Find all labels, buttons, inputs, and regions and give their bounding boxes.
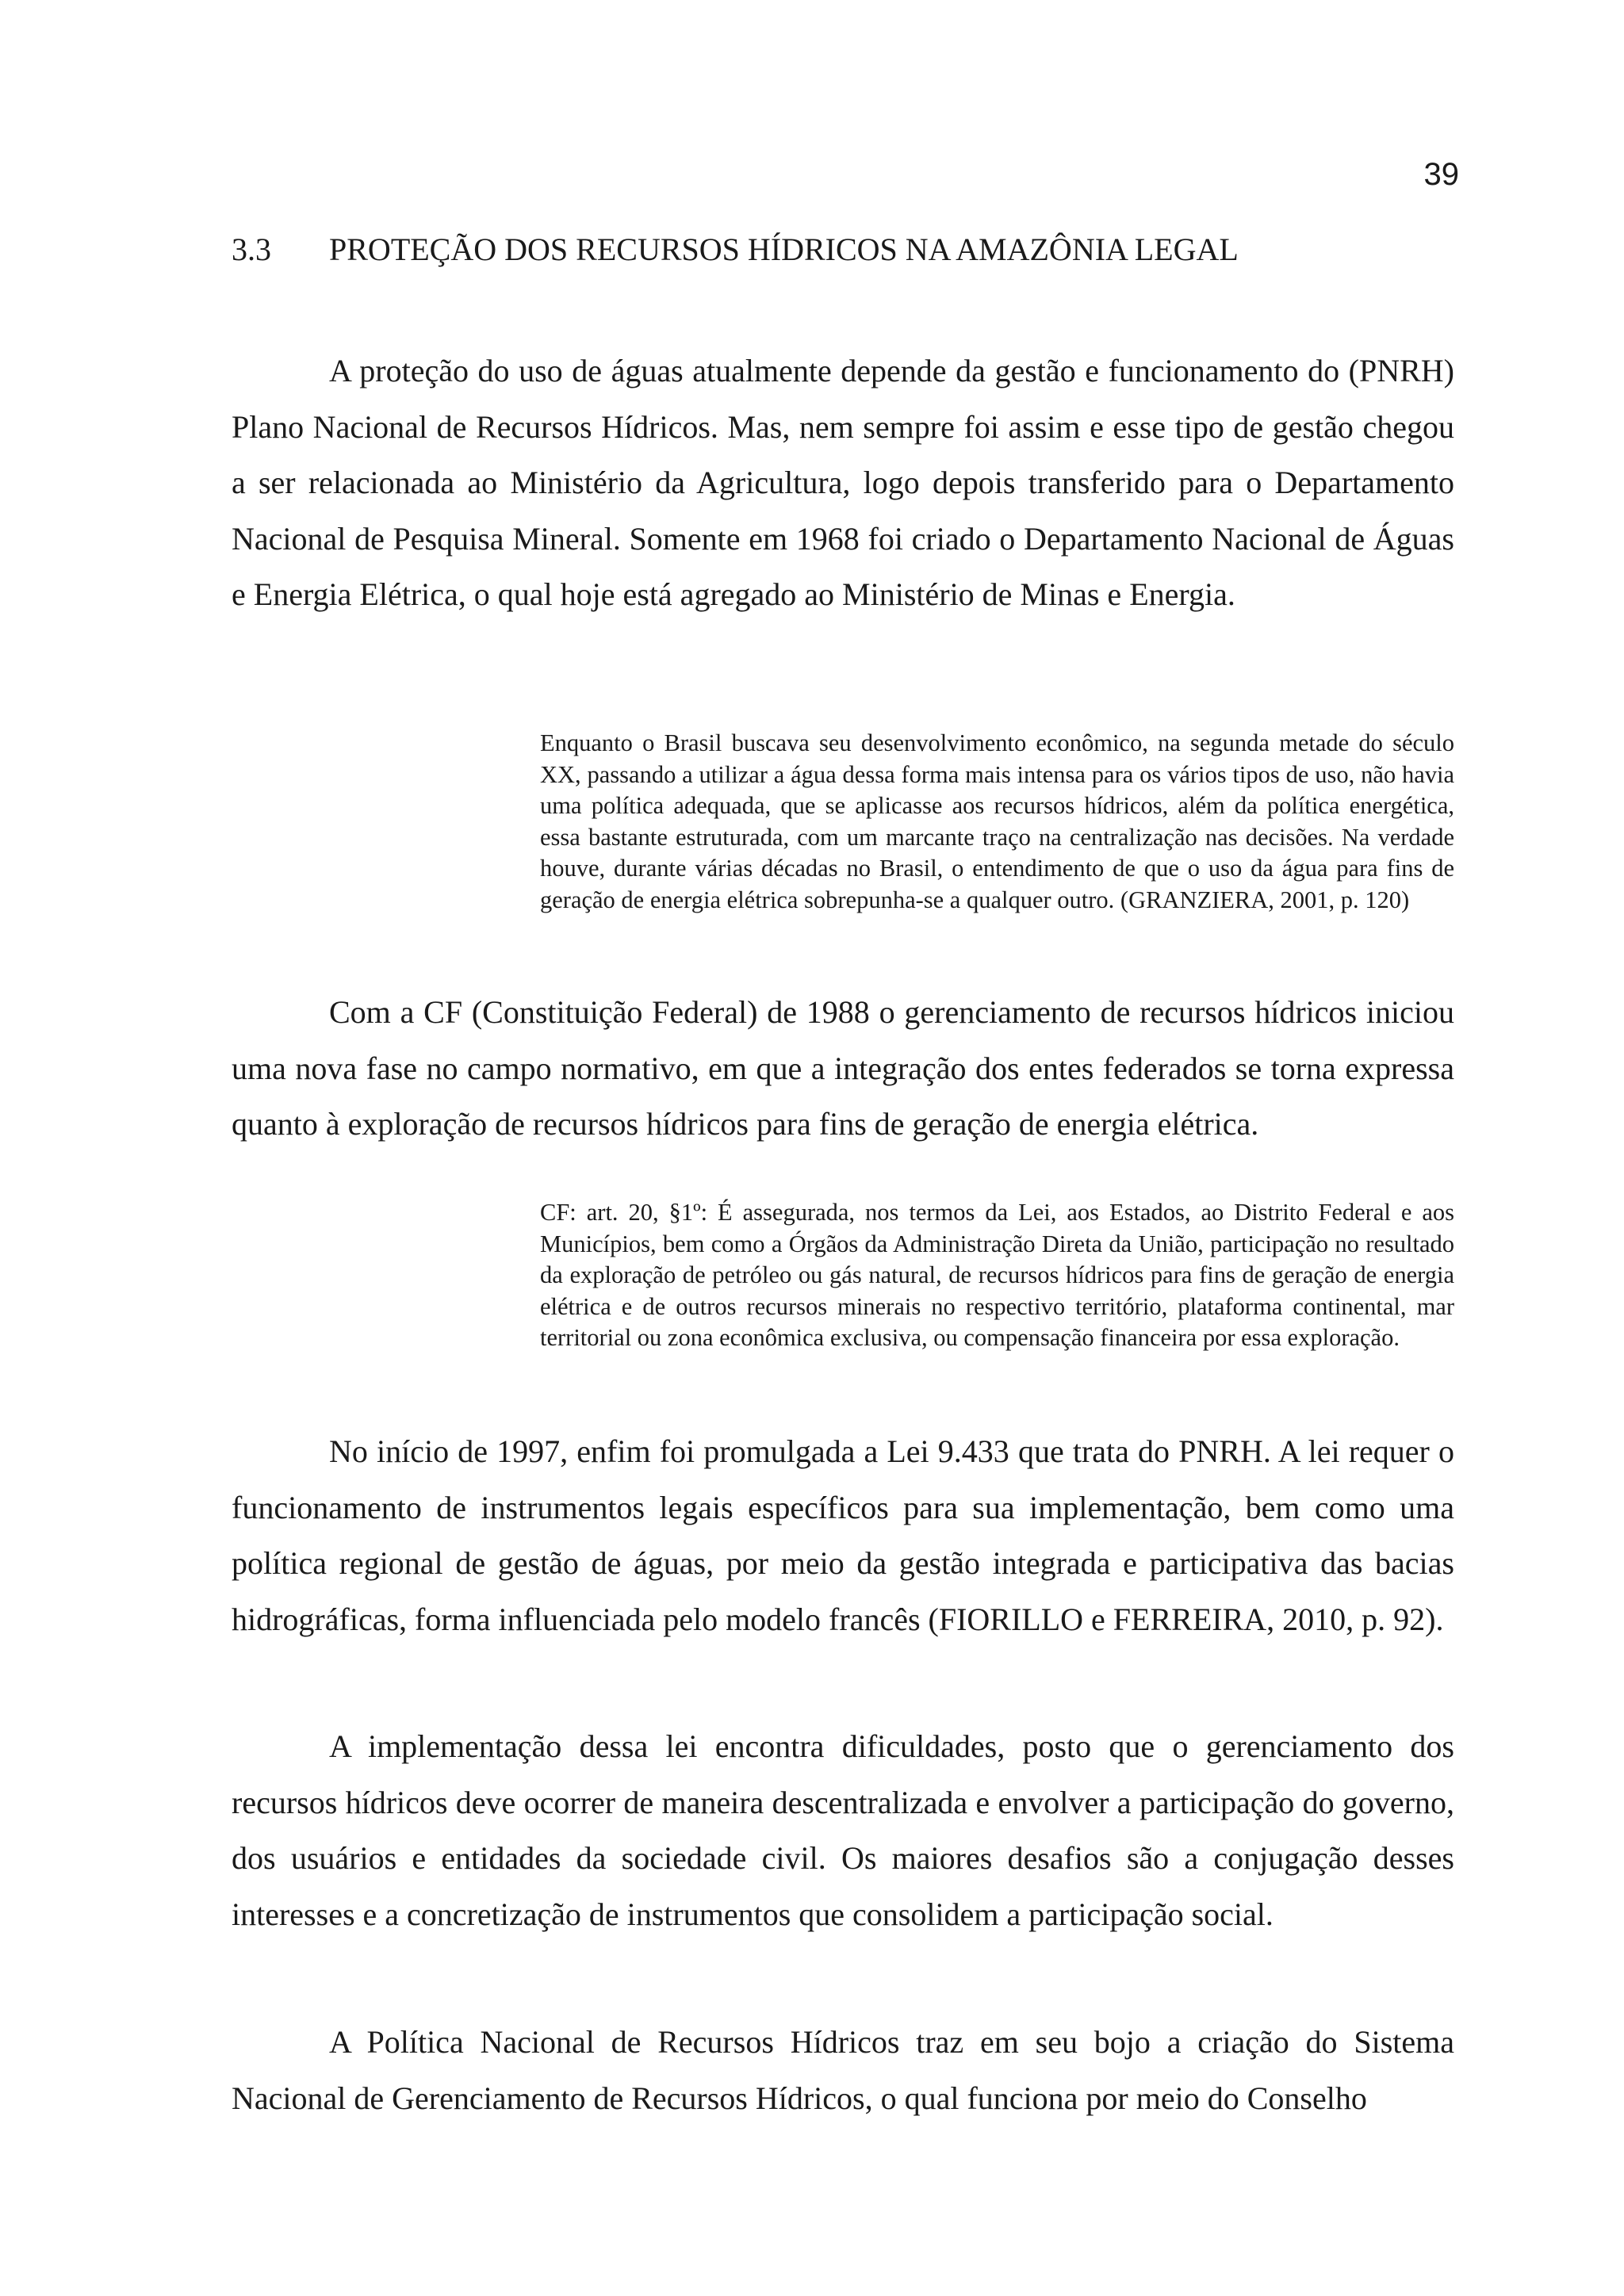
body-paragraph: Com a CF (Constituição Federal) de 1988 o gerenciamento de recursos hídricos iniciou uma nova fase no campo normativo, em que a integração dos entes federados se torna expressa quanto à exploração de recursos hídricos para fins de geração de energia elétrica. xyxy=(232,994,1454,1142)
body-paragraph: A Política Nacional de Recursos Hídricos traz em seu bojo a criação do Sistema Nacional de Gerenciamento de Recursos Hídricos, o qual funciona por meio do Conselho xyxy=(232,2024,1454,2116)
section-title: PROTEÇÃO DOS RECURSOS HÍDRICOS NA AMAZÔNIA LEGAL xyxy=(329,232,1239,267)
body-paragraph: No início de 1997, enfim foi promulgada a Lei 9.433 que trata do PNRH. A lei requer o funcionamento de instrumentos legais específicos para sua implementação, bem como uma política regional de gestão de águas, por meio da gestão integrada e participativa das bacias hidrográficas, forma influenciada pelo modelo francês (FIORILLO e FERREIRA, 2010, p. 92). xyxy=(232,1433,1454,1637)
section-number: 3.3 xyxy=(232,232,271,267)
block-quote: CF: art. 20, §1º: É assegurada, nos termos da Lei, aos Estados, ao Distrito Federal e aos Municípios, bem como a Órgãos da Administração Direta da União, participação no resultado da exploração de petróleo ou gás natural, de recursos hídricos para fins de geração de energia elétrica e de outros recursos minerais no respectivo território, plataforma continental, mar territorial ou zona econômica exclusiva, ou compensação financeira por essa exploração. xyxy=(540,1199,1454,1351)
body-paragraph: A proteção do uso de águas atualmente depende da gestão e funcionamento do (PNRH) Plano Nacional de Recursos Hídricos. Mas, nem sempre foi assim e esse tipo de gestão chegou a ser relacionada ao Ministério da Agricultura, logo depois transferido para o Departamento Nacional de Pesquisa Mineral. Somente em 1968 foi criado o Departamento Nacional de Águas e Energia Elétrica, o qual hoje está agregado ao Ministério de Minas e Energia. xyxy=(232,353,1454,612)
body-paragraph: A implementação dessa lei encontra dificuldades, posto que o gerenciamento dos recursos hídricos deve ocorrer de maneira descentralizada e envolver a participação do governo, dos usuários e entidades da sociedade civil. Os maiores desafios são a conjugação desses interesses e a concretização de instrumentos que consolidem a participação social. xyxy=(232,1728,1454,1932)
section-heading xyxy=(232,230,1239,270)
page-number: 39 xyxy=(1423,157,1459,192)
block-quote: Enquanto o Brasil buscava seu desenvolvimento econômico, na segunda metade do século XX, passando a utilizar a água dessa forma mais intensa para os vários tipos de uso, não havia uma política adequada, que se aplicasse aos recursos hídricos, além da política energética, essa bastante estruturada, com um marcante traço na centralização nas decisões. Na verdade houve, durante várias décadas no Brasil, o entendimento de que o uso da água para fins de geração de energia elétrica sobrepunha-se a qualquer outro. (GRANZIERA, 2001, p. 120) xyxy=(540,729,1454,913)
